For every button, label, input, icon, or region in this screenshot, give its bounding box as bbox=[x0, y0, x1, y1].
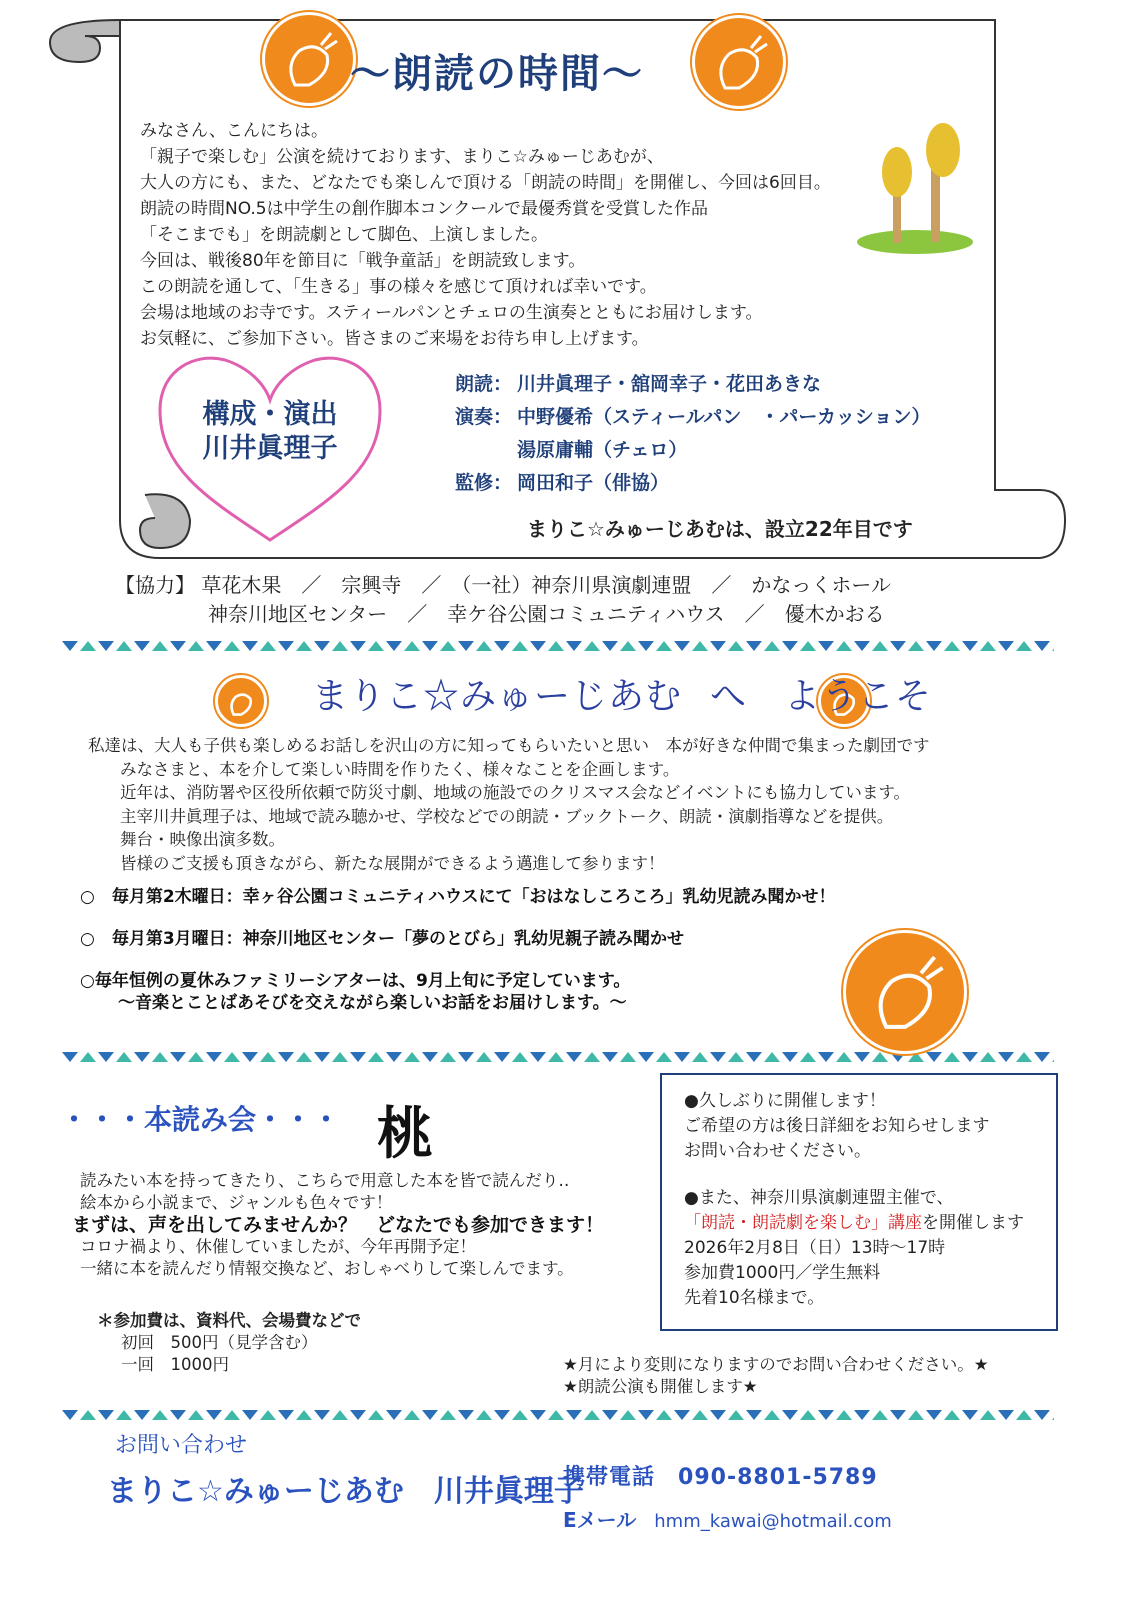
anniversary-text: まりこ☆みゅーじあむは、設立22年目です bbox=[527, 517, 913, 541]
fee-info: ＊参加費は、資料代、会場費などで 初回 500円（見学含む） 一回 1000円 bbox=[97, 1311, 361, 1374]
intro-text: みなさん、こんにちは。 「親子で楽しむ」公演を続けております、まりこ☆みゅーじあむが、 大人の方にも、また、どなたでも楽しんで頂ける「朗読の時間」を開催し、今回は6回目。 朗読の時間NO.5は中学生の創作脚本コンクールで最優秀賞を受賞した作品 「そこまでも」を朗読劇として脚色、上演しました。 今回は、戦後80年を節目に「戦争童話」を朗読致します。 この朗読を通して、「生きる」事の様々を感じて頂ければ幸いです。 会場は地域のお寺です。スティールパンとチェロの生演奏とともにお届けします。 お気軽に、ご参加下さい。皆さまのご来場をお待ち申し上げます。 bbox=[140, 121, 831, 349]
credits: 朗読： 川井眞理子・舘岡幸子・花田あきな 演奏： 中野優希（スティールパン ・パーカッション） 湯原庸輔（チェロ） 監修： 岡田和子（俳協） bbox=[455, 373, 931, 494]
reading-club-title: ・・・本読み会・・・ bbox=[60, 1103, 341, 1136]
divider bbox=[62, 639, 1054, 653]
welcome-body: 私達は、大人も子供も楽しめるお話しを沢山の方に知ってもらいたいと思い 本が好きな仲間で集まった劇団です みなさまと、本を介して楽しい時間を作りたく、様々なことを企画します。 近年は、消防署や区役所依頼で防災寸劇、地域の施設でのクリスマス会などイベントにも協力しています。 主宰川井眞理子は、地域で読み聴かせ、学校などでの朗読・ブックトーク、朗読・演劇指導などを提供。 舞台・映像出演多数。 皆様のご支援も頂きながら、新たな展開ができるよう邁進して参ります！ bbox=[88, 736, 930, 873]
phone-number: 携帯電話 090-8801-5789 bbox=[563, 1465, 878, 1490]
carrot-logo-icon bbox=[692, 15, 786, 109]
carrot-logo-icon bbox=[843, 930, 967, 1054]
carrot-logo-icon bbox=[262, 12, 356, 106]
carrot-logo-icon bbox=[215, 675, 267, 727]
contact-name: まりこ☆みゅーじあむ 川井眞理子 bbox=[107, 1474, 584, 1509]
event-list: ○ 毎月第2木曜日：幸ヶ谷公園コミュニティハウスにて「おはなしころころ」乳幼児読み聞かせ！ ○ 毎月第3月曜日：神奈川地区センター「夢のとびら」乳幼児親子読み聞かせ ○毎年恒例の夏休みファミリーシアターは、9月上旬に予定しています。 ～音楽とことばあそびを交えながら楽しいお話をお届けします。～ bbox=[80, 887, 836, 1013]
cooperation-list: 【協力】 草花木果 ／ 宗興寺 ／ （一社）神奈川県演劇連盟 ／ かなっくホール 神奈川地区センター ／ 幸ケ谷公園コミュニティハウス ／ 優木かおる bbox=[115, 573, 891, 626]
workshop-info-box: ●久しぶりに開催します！ ご希望の方は後日詳細をお知らせします お問い合わせください。 ●また、神奈川県演劇連盟主催で、 「朗読・朗読劇を楽しむ」講座を開催します 2026年2月8日（日）13時～17時 参加費1000円／学生無料 先着10名様まで。 bbox=[660, 1073, 1058, 1331]
email-address: Eメール hmm_kawai@hotmail.com bbox=[563, 1508, 892, 1532]
notes: ★月により変則になりますのでお問い合わせください。★ ★朗読公演も開催します★ bbox=[563, 1355, 989, 1396]
welcome-title: まりこ☆みゅーじあむ へ ようこそ bbox=[312, 676, 933, 717]
reading-club-body: 読みたい本を持ってきたり、こちらで用意した本を皆で読んだり‥ 絵本から小説まで、ジャンルも色々です！ まずは、声を出してみませんか？ どなたでも参加できます！ コロナ禍より、休催していましたが、今年再開予定！ 一緒に本を読んだり情報交換など、おしゃべりして楽しんでます。 bbox=[72, 1171, 605, 1278]
main-title: ～朗読の時間～ bbox=[350, 51, 644, 97]
contact-label: お問い合わせ bbox=[115, 1433, 248, 1458]
director-heart: 構成・演出 川井眞理子 bbox=[202, 399, 338, 464]
divider bbox=[62, 1408, 1054, 1422]
reading-club-name: 桃 bbox=[377, 1101, 433, 1167]
